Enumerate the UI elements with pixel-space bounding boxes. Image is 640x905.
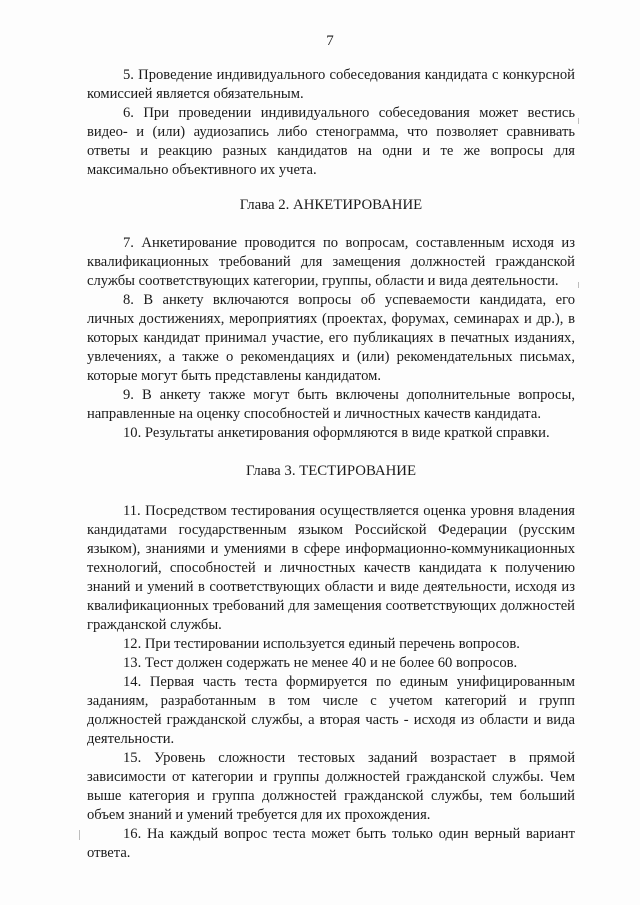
paragraph-13: 13. Тест должен содержать не менее 40 и не более 60 вопросов. xyxy=(123,655,518,671)
paragraph-15: 15. Уровень сложности тестовых заданий возрастает в прямой зависимости от категории и группы должностей гражданской службы. Чем выше категория и группа должностей гражданской службы, тем больший объем знаний и умений требуется для их прохождения. xyxy=(87,750,575,823)
scan-artifact-line xyxy=(578,118,579,124)
page-number: 7 xyxy=(326,33,334,49)
scan-artifact-line xyxy=(79,830,80,840)
paragraph-16: 16. На каждый вопрос теста может быть только один верный вариант ответа. xyxy=(87,826,575,861)
chapter-2-title: Глава 2. АНКЕТИРОВАНИЕ xyxy=(239,197,423,213)
paragraph-11: 11. Посредством тестирования осуществляется оценка уровня владения кандидатами государственным языком Российской Федерации (русским языком), знаниями и умениями в сфере информационно-коммуникационных технологий, способностей и личностных качеств кандидата к получению знаний и умений в соответствующих области и виде деятельности, исходя из квалификационных требований для замещения соответствующих должностей гражданской службы. xyxy=(87,503,575,633)
paragraph-8: 8. В анкету включаются вопросы об успеваемости кандидата, его личных достижениях, мероприятиях (проектах, форумах, семинарах и др.), в которых кандидат принимал участие, его публикациях в печатных изданиях, увлечениях, а также о рекомендациях и (или) рекомендательных письмах, которые могут быть представлены кандидатом. xyxy=(87,292,575,384)
document-body xyxy=(87,66,575,863)
paragraph-12: 12. При тестировании используется единый перечень вопросов. xyxy=(123,636,520,652)
paragraph-9: 9. В анкету также могут быть включены дополнительные вопросы, направленные на оценку способностей и личностных качеств кандидата. xyxy=(87,387,575,422)
scan-artifact-line xyxy=(578,282,579,288)
paragraph-7: 7. Анкетирование проводится по вопросам, составленным исходя из квалификационных требований для замещения должностей гражданской службы соответствующих категории, группы, области и вида деятельности. xyxy=(87,235,575,289)
chapter-3-title: Глава 3. ТЕСТИРОВАНИЕ xyxy=(245,463,417,479)
paragraph-6: 6. При проведении индивидуального собеседования может вестись видео- и (или) аудиозапись либо стенограмма, что позволяет сравнивать ответы и реакцию разных кандидатов на одни и те же вопросы для максимально объективного их учета. xyxy=(87,105,575,178)
paragraph-5: 5. Проведение индивидуального собеседования кандидата с конкурсной комиссией является обязательным. xyxy=(87,67,575,102)
paragraph-14: 14. Первая часть теста формируется по единым унифицированным заданиям, разработанным в том числе с учетом категорий и групп должностей гражданской службы, а вторая часть - исходя из области и вида деятельности. xyxy=(87,674,575,747)
paragraph-10: 10. Результаты анкетирования оформляются в виде краткой справки. xyxy=(123,425,550,441)
